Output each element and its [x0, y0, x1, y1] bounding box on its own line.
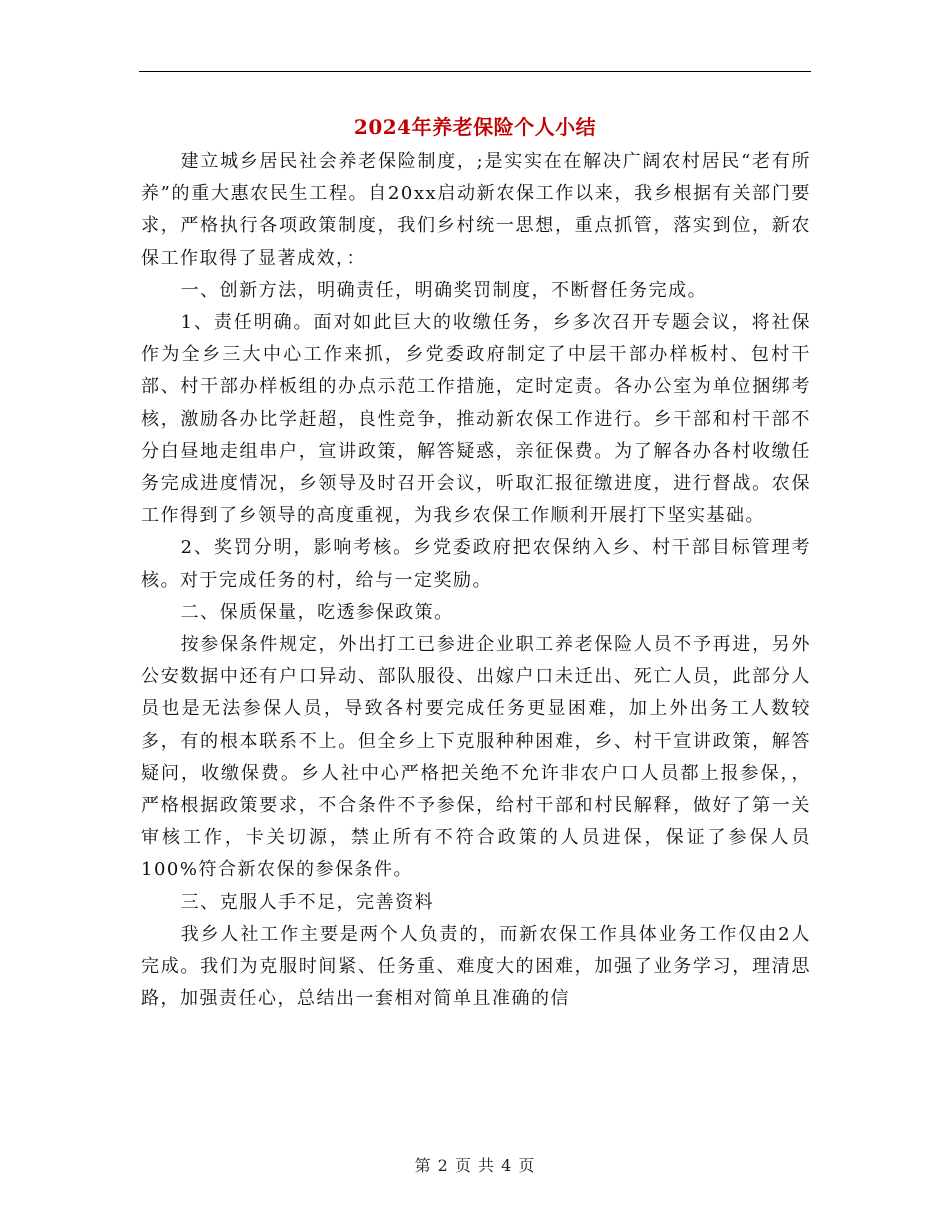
- page-number: 第 2 页 共 4 页: [414, 1156, 536, 1175]
- paragraph-2: 按参保条件规定，外出打工已参进企业职工养老保险人员不予再进，另外公安数据中还有户口异动、部队服役、出嫁户口未迁出、死亡人员，此部分人员也是无法参保人员，导致各村要完成任务更显困难，加上外出务工人数较多，有的根本联系不上。但全乡上下克服种种困难，乡、村干宣讲政策，解答疑问，收缴保费。乡人社中心严格把关绝不允许非农户口人员都上报参保，，严格根据政策要求，不合条件不予参保，给村干部和村民解释，做好了第一关审核工作，卡关切源，禁止所有不符合政策的人员进保，保证了参保人员 100%符合新农保的参保条件。: [141, 634, 811, 881]
- header-rule: [139, 71, 811, 72]
- section-heading-1: 一、创新方法，明确责任，明确奖罚制度，不断督任务完成。: [180, 279, 708, 301]
- document-body: [141, 146, 811, 1015]
- paragraph-1-1: 1、责任明确。面对如此巨大的收缴任务，乡多次召开专题会议，将社保作为全乡三大中心工作来抓，乡党委政府制定了中层干部办样板村、包村干部、村干部办样板组的办点示范工作措施，定时定责。各办公室为单位捆绑考核，激励各办比学赶超，良性竞争，推动新农保工作进行。乡干部和村干部不分白昼地走组串户，宣讲政策，解答疑惑，亲征保费。为了解各办各村收缴任务完成进度情况，乡领导及时召开会议，听取汇报征缴进度，进行督战。农保工作得到了乡领导的高度重视，为我乡农保工作顺利开展打下坚实基础。: [141, 312, 811, 527]
- section-heading-2: 二、保质保量，吃透参保政策。: [180, 601, 454, 623]
- section-heading-3: 三、克服人手不足，完善资料: [180, 891, 435, 913]
- paragraph-1-2: 2、奖罚分明，影响考核。乡党委政府把农保纳入乡、村干部目标管理考核。对于完成任务的村，给与一定奖励。: [141, 537, 811, 591]
- paragraph-intro: 建立城乡居民社会养老保险制度，;是实实在在解决广阔农村居民“老有所养”的重大惠农民生工程。自20xx启动新农保工作以来，我乡根据有关部门要求，严格执行各项政策制度，我们乡村统一思想，重点抓管，落实到位，新农保工作取得了显著成效，：: [141, 151, 811, 269]
- document-title: 2024年养老保险个人小结: [353, 115, 597, 139]
- paragraph-3: 我乡人社工作主要是两个人负责的，而新农保工作具体业务工作仅由2人完成。我们为克服时间紧、任务重、难度大的困难，加强了业务学习，理清思路，加强责任心，总结出一套相对简单且准确的信: [141, 923, 811, 1010]
